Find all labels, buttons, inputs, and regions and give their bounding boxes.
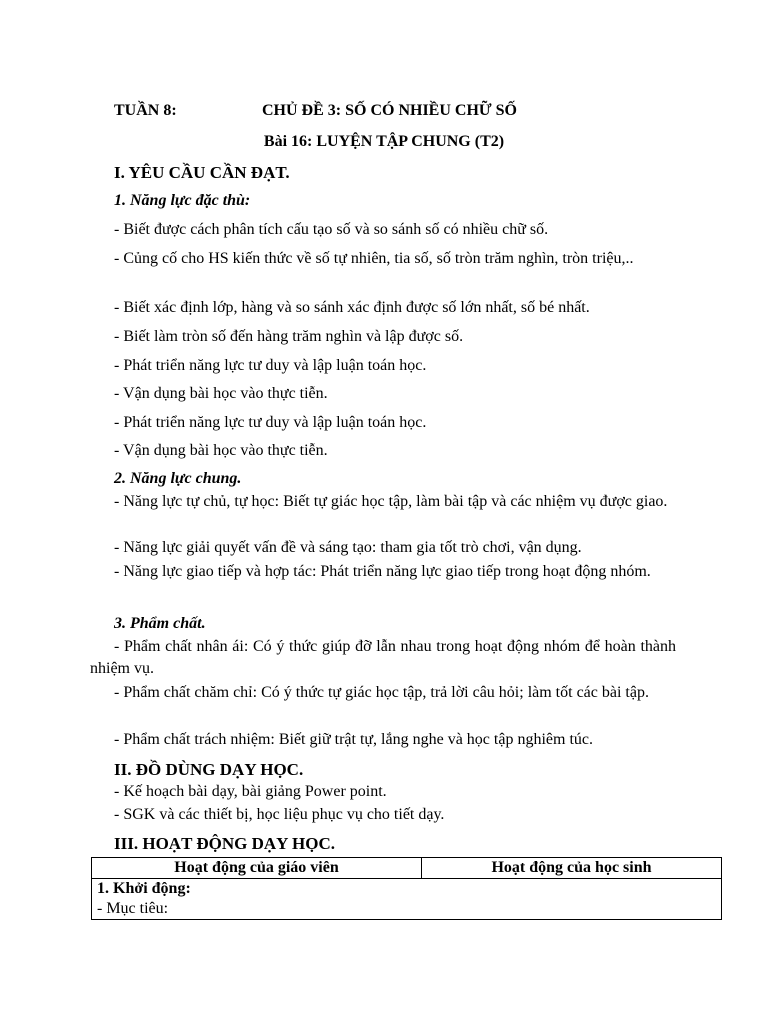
- lesson-title: Bài 16: LUYỆN TẬP CHUNG (T2): [263, 133, 505, 150]
- topic-title: CHỦ ĐỀ 3: SỐ CÓ NHIỀU CHỮ SỐ: [262, 102, 517, 119]
- sub1-item-7: - Phát triển năng lực tư duy và lập luận toán học.: [114, 414, 427, 431]
- activity-table: [91, 857, 722, 920]
- sub2-item-2: - Năng lực giải quyết vấn đề và sáng tạo: tham gia tốt trò chơi, vận dụng.: [114, 539, 582, 556]
- sub2-item-1: - Năng lực tự chủ, tự học: Biết tự giác học tập, làm bài tập và các nhiệm vụ được giao.: [114, 493, 668, 510]
- warmup-title: 1. Khởi động:: [97, 880, 191, 897]
- section2-title: II. ĐỒ DÙNG DẠY HỌC.: [114, 760, 304, 779]
- table-cell-warmup: [92, 879, 722, 920]
- sub3-item-3: - Phẩm chất trách nhiệm: Biết giữ trật tự, lắng nghe và học tập nghiêm túc.: [114, 731, 593, 748]
- sub2-item-3: - Năng lực giao tiếp và hợp tác: Phát triển năng lực giao tiếp trong hoạt động nhóm.: [114, 563, 651, 580]
- sub1-title: 1. Năng lực đặc thù:: [114, 192, 251, 209]
- sub1-item-8: - Vận dụng bài học vào thực tiễn.: [114, 442, 328, 459]
- section2-item-2: - SGK và các thiết bị, học liệu phục vụ cho tiết dạy.: [114, 806, 445, 823]
- section1-title: I. YÊU CẦU CẦN ĐẠT.: [114, 163, 290, 182]
- sub1-item-5: - Phát triển năng lực tư duy và lập luận toán học.: [114, 357, 427, 374]
- student-activity-header: Hoạt động của học sinh: [422, 858, 722, 879]
- sub3-item-1: - Phẩm chất nhân ái: Có ý thức giúp đỡ lẫn nhau trong hoạt động nhóm để hoàn thành nhiệm vụ.: [90, 638, 676, 677]
- warmup-objective: - Mục tiêu:: [97, 900, 169, 917]
- sub2-title: 2. Năng lực chung.: [114, 470, 242, 487]
- sub1-item-6: - Vận dụng bài học vào thực tiễn.: [114, 385, 328, 402]
- table-row: [92, 879, 722, 920]
- sub1-item-3: - Biết xác định lớp, hàng và so sánh xác định được số lớn nhất, số bé nhất.: [114, 299, 590, 316]
- table-header-row: [92, 858, 722, 879]
- section2-item-1: - Kế hoạch bài dạy, bài giảng Power point.: [114, 783, 387, 800]
- sub3-title: 3. Phẩm chất.: [114, 615, 206, 632]
- sub3-item-2: - Phẩm chất chăm chỉ: Có ý thức tự giác học tập, trả lời câu hỏi; làm tốt các bài tập.: [114, 684, 649, 701]
- week-label: TUẦN 8:: [114, 102, 177, 119]
- section3-title: III. HOẠT ĐỘNG DẠY HỌC.: [114, 834, 336, 853]
- sub1-item-1: - Biết được cách phân tích cấu tạo số và so sánh số có nhiều chữ số.: [114, 221, 549, 238]
- sub1-item-2: - Củng cố cho HS kiến thức về số tự nhiên, tia số, số tròn trăm nghìn, tròn triệu,..: [114, 250, 634, 267]
- sub1-item-4: - Biết làm tròn số đến hàng trăm nghìn và lập được số.: [114, 328, 464, 345]
- teacher-activity-header: Hoạt động của giáo viên: [92, 858, 422, 879]
